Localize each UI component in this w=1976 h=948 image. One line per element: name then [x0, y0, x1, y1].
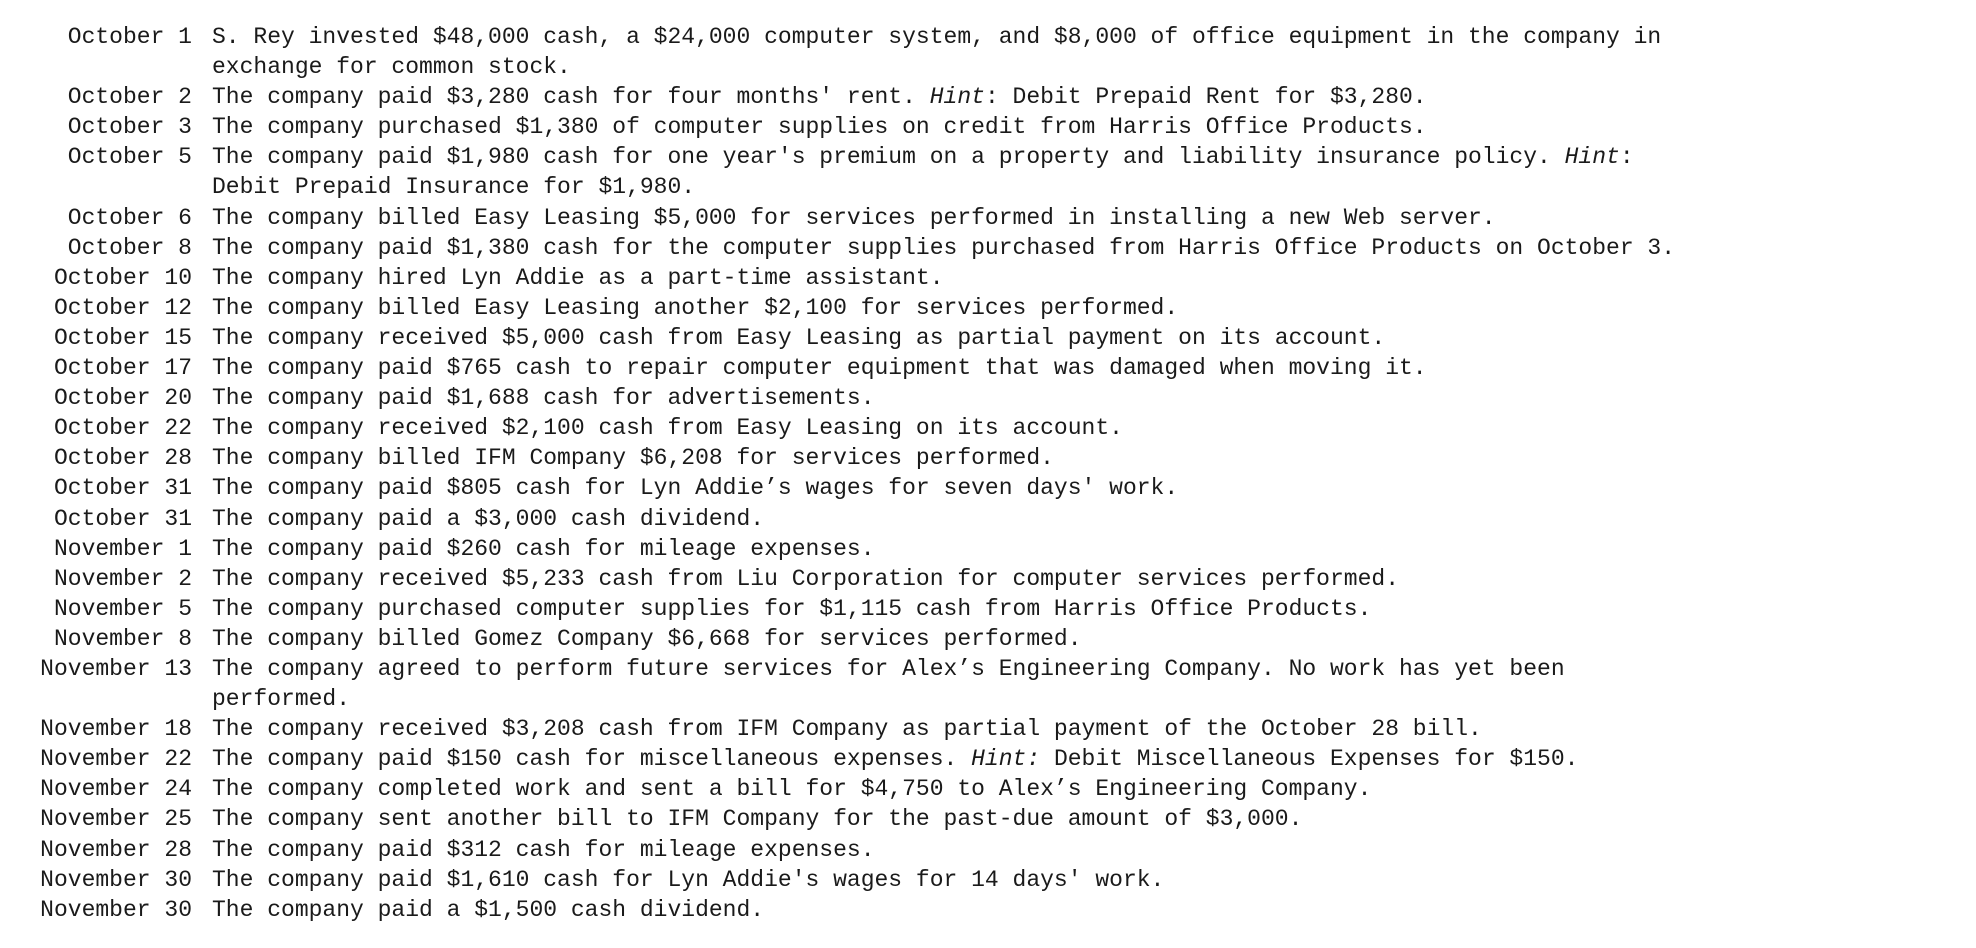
- description-text: The company paid $1,610 cash for Lyn Addie's wages for 14 days' work.: [212, 866, 1165, 893]
- transaction-date: October 31: [53, 475, 192, 502]
- transaction-description: [212, 353, 1964, 383]
- transaction-date: October 1: [67, 24, 192, 50]
- description-text: The company hired Lyn Addie as a part-time assistant.: [212, 264, 944, 291]
- transaction-row: [14, 895, 1964, 925]
- description-text: exchange for common stock.: [212, 54, 571, 81]
- transaction-description: [212, 203, 1964, 233]
- transaction-continuation-row: [14, 684, 1964, 714]
- description-text: The company paid $1,980 cash for one year's premium on a property and liability insurance policy.: [212, 144, 1565, 171]
- description-text: : Debit Prepaid Rent for $3,280.: [984, 84, 1427, 111]
- transaction-date: November 30: [40, 866, 192, 893]
- transaction-row: [14, 774, 1964, 804]
- transaction-row: [14, 744, 1964, 774]
- transaction-date: November 8: [53, 625, 192, 652]
- transaction-description: [212, 804, 1964, 834]
- transaction-row: [14, 534, 1964, 564]
- transaction-description: [212, 774, 1964, 804]
- transaction-date: October 5: [67, 144, 192, 171]
- transaction-date: October 3: [67, 114, 192, 141]
- transaction-description: [212, 564, 1964, 594]
- transaction-description: [212, 443, 1964, 473]
- transaction-description: [212, 233, 1964, 263]
- transaction-row: [14, 865, 1964, 895]
- transaction-description: [212, 714, 1964, 744]
- transaction-description: [212, 895, 1964, 925]
- transaction-date: October 17: [53, 355, 192, 382]
- description-text: The company billed Easy Leasing $5,000 for services performed in installing a new Web server.: [212, 204, 1496, 231]
- transaction-description: [212, 684, 1964, 714]
- transaction-continuation-row: [14, 172, 1964, 202]
- transaction-row: [14, 112, 1964, 142]
- transaction-description: [212, 473, 1964, 503]
- transaction-row: [14, 413, 1964, 443]
- transaction-row: [14, 383, 1964, 413]
- description-text: The company billed Gomez Company $6,668 for services performed.: [212, 625, 1082, 652]
- transaction-date: November 18: [40, 716, 192, 743]
- transaction-description: [212, 293, 1964, 323]
- description-text: The company completed work and sent a bill for $4,750 to Alex’s Engineering Company.: [212, 776, 1372, 803]
- description-text: The company sent another bill to IFM Company for the past-due amount of $3,000.: [212, 806, 1303, 833]
- transaction-date: October 15: [53, 324, 192, 351]
- transaction-description: [212, 172, 1964, 202]
- transaction-date: October 2: [67, 84, 192, 111]
- transaction-row: [14, 443, 1964, 473]
- transaction-row: [14, 353, 1964, 383]
- transaction-description: [212, 22, 1964, 52]
- transaction-row: [14, 804, 1964, 834]
- transaction-row: [14, 564, 1964, 594]
- transaction-row: [14, 714, 1964, 744]
- transaction-description: [212, 504, 1964, 534]
- transaction-description: [212, 383, 1964, 413]
- description-text: The company purchased $1,380 of computer supplies on credit from Harris Office Products.: [212, 114, 1427, 141]
- description-text: The company paid $260 cash for mileage expenses.: [212, 535, 875, 562]
- transaction-row: [14, 323, 1964, 353]
- transaction-description: [212, 142, 1964, 172]
- description-text: The company paid $150 cash for miscellaneous expenses.: [212, 746, 972, 773]
- description-text: The company received $5,233 cash from Liu Corporation for computer services performed.: [212, 565, 1399, 592]
- transaction-description: [212, 323, 1964, 353]
- description-text: The company purchased computer supplies for $1,115 cash from Harris Office Products.: [212, 595, 1372, 622]
- description-text: The company received $5,000 cash from Easy Leasing as partial payment on its account.: [212, 324, 1386, 351]
- transaction-description: [212, 594, 1964, 624]
- description-text: The company paid $765 cash to repair computer equipment that was damaged when moving it.: [212, 355, 1427, 382]
- transaction-row: [14, 233, 1964, 263]
- transaction-row: [14, 624, 1964, 654]
- description-text: The company billed IFM Company $6,208 for services performed.: [212, 445, 1054, 472]
- description-text: The company paid a $1,500 cash dividend.: [212, 896, 765, 923]
- transaction-row: [14, 203, 1964, 233]
- transaction-description: [212, 865, 1964, 895]
- description-text: The company agreed to perform future services for Alex’s Engineering Company. No work has yet been: [212, 655, 1565, 682]
- transaction-date: November 25: [40, 806, 192, 833]
- description-text: Debit Miscellaneous Expenses for $150.: [1040, 746, 1579, 773]
- transaction-description: [212, 744, 1964, 774]
- transaction-date: October 12: [53, 294, 192, 321]
- description-text: The company paid $1,380 cash for the computer supplies purchased from Harris Office Products on October 3.: [212, 234, 1676, 261]
- transaction-description: [212, 112, 1964, 142]
- description-text: Debit Prepaid Insurance for $1,980.: [212, 174, 696, 201]
- transaction-date: October 8: [67, 234, 192, 261]
- transaction-description: [212, 624, 1964, 654]
- description-text: S. Rey invested $48,000 cash, a $24,000 computer system, and $8,000 of office equipment in the company in: [212, 24, 1662, 50]
- transaction-date: October 20: [53, 385, 192, 412]
- description-text: performed.: [212, 686, 351, 713]
- transaction-row: [14, 263, 1964, 293]
- transaction-row: [14, 594, 1964, 624]
- transaction-description: [212, 52, 1964, 82]
- transaction-date: October 28: [53, 445, 192, 472]
- transaction-row: [14, 142, 1964, 172]
- transaction-row: [14, 22, 1964, 52]
- description-text: The company received $3,208 cash from IFM Company as partial payment of the October 28 bill.: [212, 716, 1482, 743]
- transaction-row: [14, 82, 1964, 112]
- transaction-date: October 31: [53, 505, 192, 532]
- description-text: The company paid $1,688 cash for advertisements.: [212, 385, 875, 412]
- transaction-row: [14, 473, 1964, 503]
- description-text: The company received $2,100 cash from Easy Leasing on its account.: [212, 415, 1123, 442]
- description-text: The company paid $312 cash for mileage expenses.: [212, 836, 875, 863]
- transaction-date: November 24: [40, 776, 192, 803]
- description-text: The company paid $3,280 cash for four months' rent.: [212, 84, 930, 111]
- transaction-row: [14, 835, 1964, 865]
- description-text: :: [1619, 144, 1634, 171]
- hint-label: Hint:: [971, 746, 1041, 773]
- transaction-date: November 13: [40, 655, 192, 682]
- description-text: The company paid $805 cash for Lyn Addie’s wages for seven days' work.: [212, 475, 1179, 502]
- description-text: The company paid a $3,000 cash dividend.: [212, 505, 765, 532]
- transaction-date: November 30: [40, 896, 192, 923]
- transaction-description: [212, 654, 1964, 684]
- transaction-list: [14, 22, 1964, 925]
- hint-label: Hint: [1564, 144, 1620, 171]
- transaction-date: November 1: [53, 535, 192, 562]
- transaction-description: [212, 835, 1964, 865]
- transaction-date: November 5: [53, 595, 192, 622]
- hint-label: Hint: [929, 84, 985, 111]
- transaction-date: November 2: [53, 565, 192, 592]
- transaction-date: October 10: [53, 264, 192, 291]
- transaction-date: October 22: [53, 415, 192, 442]
- transaction-description: [212, 534, 1964, 564]
- transaction-date: November 28: [40, 836, 192, 863]
- transaction-row: [14, 504, 1964, 534]
- transaction-row: [14, 293, 1964, 323]
- transaction-date: October 6: [67, 204, 192, 231]
- transaction-description: [212, 413, 1964, 443]
- transaction-continuation-row: [14, 52, 1964, 82]
- transaction-row: [14, 654, 1964, 684]
- transaction-date: November 22: [40, 746, 192, 773]
- description-text: The company billed Easy Leasing another $2,100 for services performed.: [212, 294, 1179, 321]
- transaction-description: [212, 263, 1964, 293]
- transaction-description: [212, 82, 1964, 112]
